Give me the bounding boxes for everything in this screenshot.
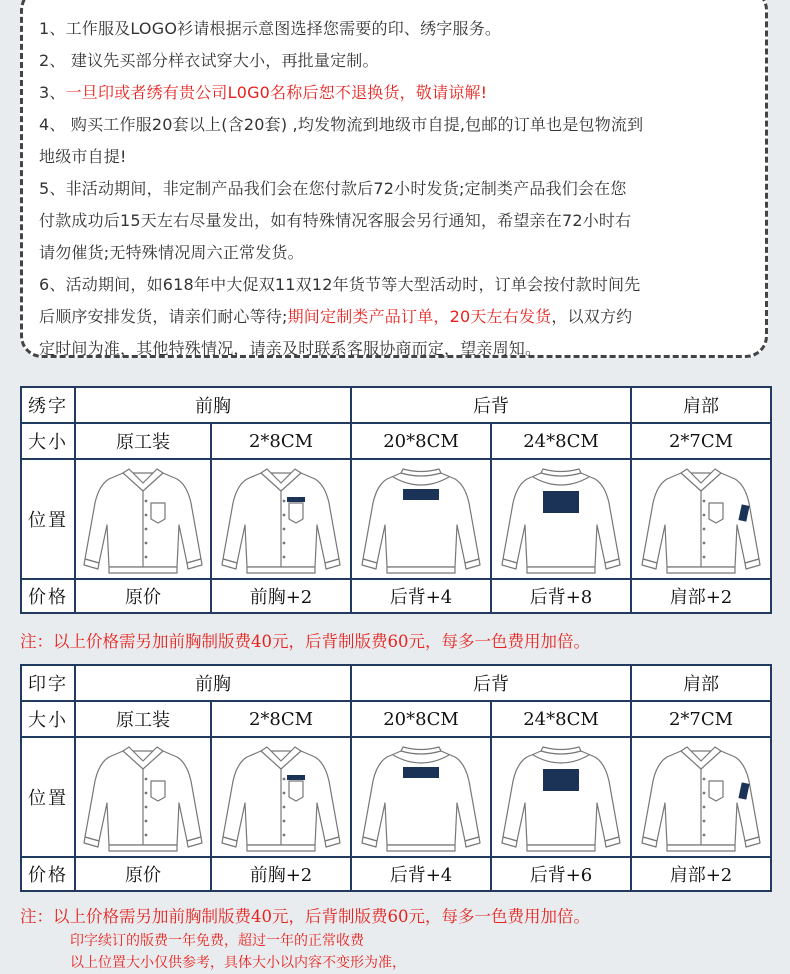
size-cell: 原工装 [75, 701, 211, 737]
shirt-icon [217, 741, 345, 853]
shirt-icon [217, 463, 345, 575]
note-text: 后顺序安排发货，请亲们耐心等待; [39, 307, 288, 326]
note-line [39, 173, 749, 205]
price-cell: 肩部+2 [631, 857, 771, 891]
size-cell: 2*7CM [631, 701, 771, 737]
position-label: 位置 [21, 459, 75, 579]
price-cell: 前胸+2 [211, 857, 351, 891]
size-label: 大小 [21, 701, 75, 737]
shirt-icon [497, 741, 625, 853]
size-cell: 20*8CM [351, 423, 491, 459]
size-cell: 2*8CM [211, 423, 351, 459]
note-text: 2、 建议先买部分样衣试穿大小，再批量定制。 [39, 51, 379, 70]
size-cell: 2*7CM [631, 423, 771, 459]
header-back: 后背 [351, 387, 631, 423]
position-cell [631, 737, 771, 857]
note-text: 5、非活动期间，非定制产品我们会在您付款后72小时发货;定制类产品我们会在您 [39, 179, 627, 198]
embroidery-price-table [20, 386, 772, 614]
note-text: 地级市自提! [39, 147, 127, 166]
note-highlight: 一旦印或者绣有贵公司L0G0名称后恕不退换货，敬请谅解! [65, 83, 488, 102]
size-cell: 2*8CM [211, 701, 351, 737]
position-cell [211, 737, 351, 857]
size-cell: 24*8CM [491, 701, 631, 737]
price-cell: 原价 [75, 857, 211, 891]
position-label: 位置 [21, 737, 75, 857]
header-shoulder: 肩部 [631, 387, 771, 423]
front-shirt-chest-image [212, 741, 350, 853]
price-label: 价格 [21, 857, 75, 891]
shirt-icon [497, 463, 625, 575]
position-cell [351, 459, 491, 579]
shirt-icon [637, 463, 765, 575]
note-text: 3、 [39, 83, 66, 102]
position-cell [631, 459, 771, 579]
size-cell: 20*8CM [351, 701, 491, 737]
position-cell [75, 459, 211, 579]
notes-box [20, 0, 768, 358]
back-shirt-small-image [352, 463, 490, 575]
size-reference-note: 以上位置大小仅供参考，具体大小以内容不变形为准， [70, 955, 406, 971]
header-back: 后背 [351, 665, 631, 701]
printing-price-table [20, 664, 772, 892]
front-shirt-plain-image [76, 741, 210, 853]
price-cell: 原价 [75, 579, 211, 613]
note-text: 定时间为准，其他特殊情况，请亲及时联系客服协商而定，望亲周知。 [39, 339, 542, 358]
printing-footnote: 注：以上价格需另加前胸制版费40元，后背制版费60元，每多一色费用加倍。 [20, 907, 590, 926]
note-text: 6、活动期间，如618年中大促双11双12年货节等大型活动时，订单会按付款时间先 [39, 275, 641, 294]
note-line [39, 109, 749, 141]
header-shoulder: 肩部 [631, 665, 771, 701]
note-highlight: 期间定制类产品订单，20天左右发货 [287, 307, 552, 326]
size-cell: 24*8CM [491, 423, 631, 459]
embroidery-footnote: 注：以上价格需另加前胸制版费40元，后背制版费60元，每多一色费用加倍。 [20, 632, 590, 651]
back-shirt-small-image [352, 741, 490, 853]
shirt-icon [637, 741, 765, 853]
position-cell [491, 459, 631, 579]
shirt-icon [357, 463, 485, 575]
front-shirt-chest-image [212, 463, 350, 575]
note-line [39, 45, 749, 77]
price-cell: 后背+4 [351, 579, 491, 613]
note-text: ，以双方约 [551, 307, 633, 326]
reorder-note: 印字续订的版费一年免费，超过一年的正常收费 [70, 933, 364, 949]
note-line [39, 269, 749, 301]
price-cell: 后背+8 [491, 579, 631, 613]
note-text: 请勿催货;无特殊情况周六正常发货。 [39, 243, 304, 262]
note-line [39, 13, 749, 45]
size-label: 大小 [21, 423, 75, 459]
size-cell: 原工装 [75, 423, 211, 459]
price-cell: 肩部+2 [631, 579, 771, 613]
header-label: 绣字 [21, 387, 75, 423]
front-shirt-shoulder-image [632, 463, 770, 575]
price-cell: 后背+6 [491, 857, 631, 891]
position-cell [75, 737, 211, 857]
price-cell: 前胸+2 [211, 579, 351, 613]
header-front: 前胸 [75, 665, 351, 701]
note-text: 4、 购买工作服20套以上(含20套) ,均发物流到地级市自提,包邮的订单也是包物流到 [39, 115, 644, 134]
back-shirt-large-image [492, 741, 630, 853]
position-cell [491, 737, 631, 857]
shirt-icon [357, 741, 485, 853]
price-cell: 后背+4 [351, 857, 491, 891]
shirt-icon [79, 463, 207, 575]
shirt-icon [79, 741, 207, 853]
note-text: 1、工作服及LOGO衫请根据示意图选择您需要的印、绣字服务。 [39, 19, 502, 38]
note-text: 付款成功后15天左右尽量发出，如有特殊情况客服会另行通知，希望亲在72小时右 [39, 211, 632, 230]
header-label: 印字 [21, 665, 75, 701]
header-front: 前胸 [75, 387, 351, 423]
note-line [39, 237, 749, 269]
note-line [39, 205, 749, 237]
note-line [39, 333, 749, 365]
note-line [39, 77, 749, 109]
note-line [39, 141, 749, 173]
position-cell [351, 737, 491, 857]
price-label: 价格 [21, 579, 75, 613]
note-line [39, 301, 749, 333]
position-cell [211, 459, 351, 579]
back-shirt-large-image [492, 463, 630, 575]
front-shirt-plain-image [76, 463, 210, 575]
front-shirt-shoulder-image [632, 741, 770, 853]
